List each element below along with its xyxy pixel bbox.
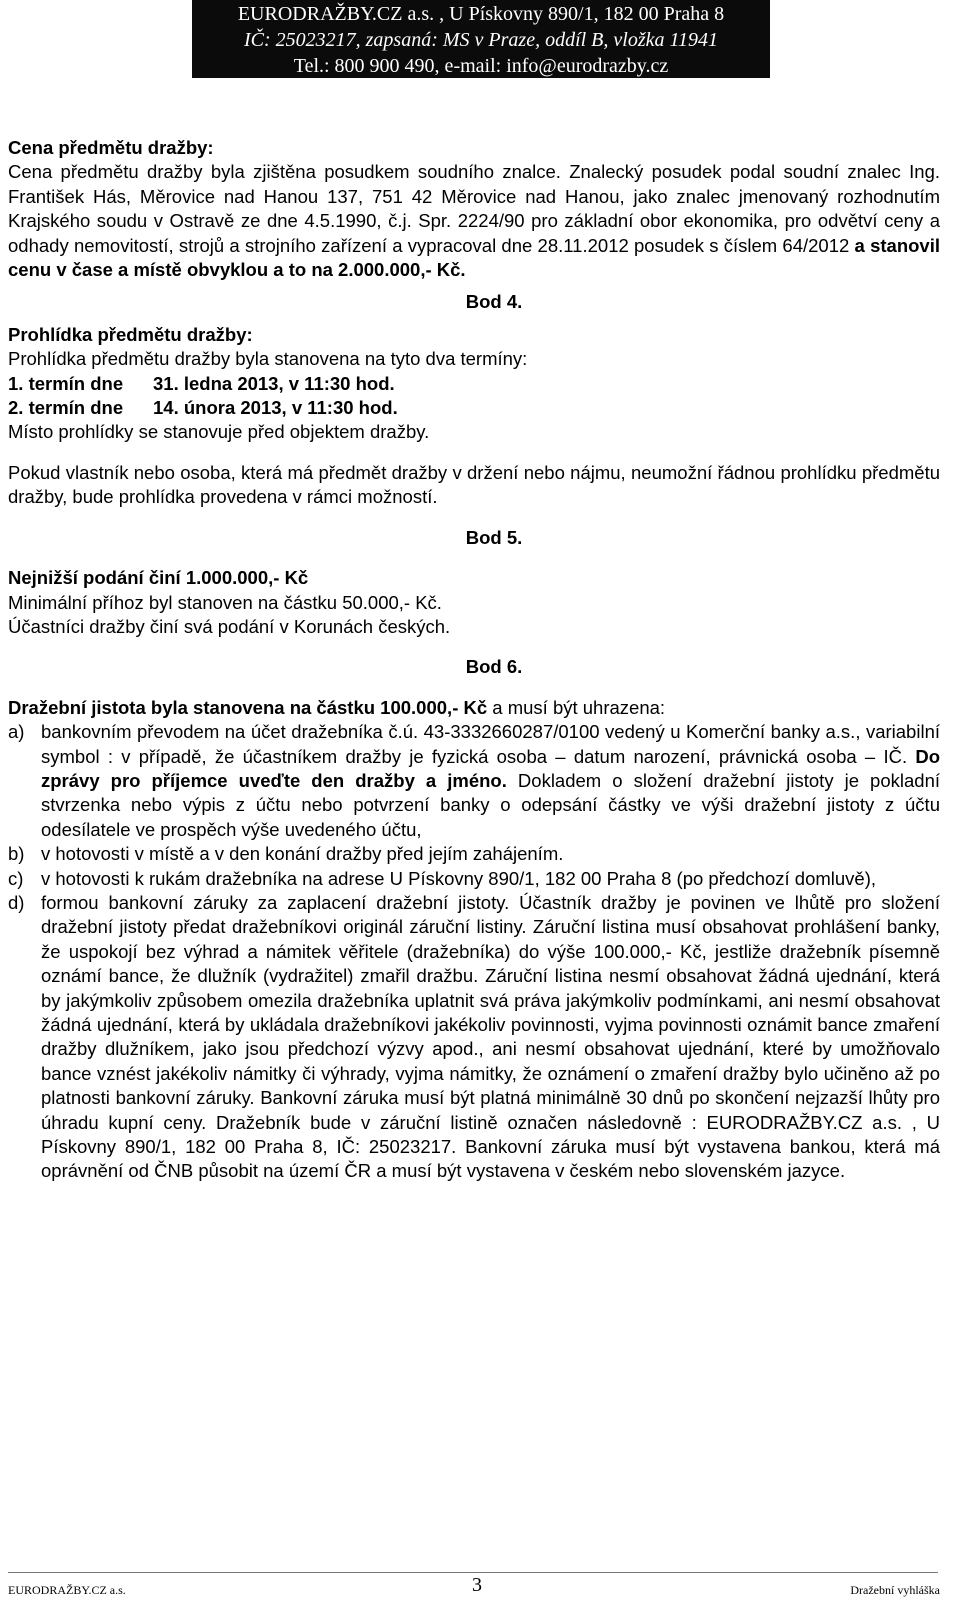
inspection-term-2 (8, 396, 940, 420)
footer-document-title: Dražební vyhláška (850, 1583, 940, 1597)
option-a-text: bankovním převodem na účet dražebníka č.ú. 43-3332660287/0100 vedený u Komerční banky a.s., variabilní symbol : v případě, že účastníkem dražby je fyzická osoba – datum narození, právnická osoba – IČ. (41, 721, 940, 767)
inspection-heading: Prohlídka předmětu dražby: (8, 323, 253, 345)
footer-company: EURODRAŽBY.CZ a.s. (8, 1583, 126, 1597)
deposit-option-c (8, 867, 940, 891)
option-d-text: formou bankovní záruky za zaplacení dražební jistoty. Účastník dražby je povinen ve lhůtě pro složení dražební jistoty předat dražebníkovi originál záruční listiny. Záruční listina musí obsahovat prohlášení banky, že uspokojí bez výhrad a námitek věřitele (dražebníka) do výše 100.000,- Kč, jestliže dražebník písemně oznámí bance, že dlužník (vydražitel) zmařil dražbu. Záruční listina nesmí obsahovat žádná ujednání, která by jakýmkoliv způsobem omezila dražebníka uplatnit svá práva jakýmkoliv podmínkami, ani nesmí obsahovat žádná ujednání, která by ukládala dražebníkovi jakékoliv povinnosti, vyjma povinnosti oznámit bance zmaření dražby dlužníkem, jako jsou předchozí výzvy apod., ani nesmí obsahovat ujednání, které by umožňovalo bance vznést jakékoliv námitky či výhrady, vyjma námitky, že oznámení o zmaření dražby bylo učiněno až po platnosti bankovní záruky. Bankovní záruka musí být platná minimálně 30 dnů po skončení nejzazší lhůty pro úhradu kupní ceny. Dražebník bude v záruční listině označen následovně : EURODRAŽBY.CZ a.s. , U Pískovny 890/1, 182 00 Praha 8, IČ: 25023217. Bankovní záruka musí být vystavena bankou, která má oprávnění od ČNB působit na území ČR a musí být vystavena v českém nebo slovenském jazyce. (41, 891, 940, 1182)
section-bod-4: Bod 4. (465, 291, 523, 313)
option-a-bold: Do zprávy pro příjemce uveďte den dražby a jméno. (41, 745, 940, 791)
option-label: a) (8, 721, 25, 743)
deposit-option-b (8, 842, 940, 866)
deposit-amount: Dražební jistota byla stanovena na částku 100.000,- Kč (8, 696, 488, 718)
term-date: 14. února 2013, v 11:30 hod. (153, 397, 398, 419)
minimum-increment: Minimální příhoz byl stanoven na částku 50.000,- Kč. (8, 591, 442, 613)
inspection-place: Místo prohlídky se stanovuje před objektem dražby. (8, 421, 430, 443)
section-bod-6: Bod 6. (465, 656, 523, 678)
option-a-more: Dokladem o složení dražební jistoty je pokladní stvrzenka nebo výpis z účtu nebo potvrzení banky o odepsání částky ve výši dražební jistoty z účtu odesílatele ve prospěch výše uvedeného účtu, (41, 769, 940, 840)
deposit-option-a (8, 720, 940, 842)
option-label: c) (8, 867, 24, 889)
letterhead-contact: Tel.: 800 900 490, e-mail: info@eurodrazby.cz (293, 55, 669, 77)
term-label: 1. termín dne (8, 372, 124, 394)
option-label: d) (8, 891, 25, 913)
price-text: Cena předmětu dražby byla zjištěna posudkem soudního znalce. Znalecký posudek podal soudní znalec Ing. František Hás, Měrovice nad Hanou 137, 751 42 Měrovice nad Hanou, jako znalec jmenovaný rozhodnutím Krajského soudu v Ostravě ze dne 4.5.1990, č.j. Spr. 2224/90 pro základní obor ekonomika, pro odvětví ceny a odhady nemovitostí, strojů a strojního zařízení a vypracoval dne 28.11.2012 posudek s číslem 64/2012 (8, 161, 940, 256)
inspection-intro: Prohlídka předmětu dražby byla stanovena na tyto dva termíny: (8, 348, 528, 370)
option-c-text: v hotovosti k rukám dražebníka na adrese U Pískovny 890/1, 182 00 Praha 8 (po předchozí domluvě), (41, 867, 877, 889)
page-number: 3 (472, 1574, 482, 1596)
inspection-term-1 (8, 372, 940, 396)
letterhead-registration: IČ: 25023217, zapsaná: MS v Praze, oddíl B, vložka 11941 (243, 29, 719, 51)
letterhead-company: EURODRAŽBY.CZ a.s. , U Pískovny 890/1, 182 00 Praha 8 (237, 3, 725, 25)
term-label: 2. termín dne (8, 397, 124, 419)
footer-rule (8, 1572, 938, 1573)
document-body (8, 136, 940, 1184)
deposit-option-d (8, 891, 940, 1184)
term-date: 31. ledna 2013, v 11:30 hod. (153, 372, 395, 394)
deposit-heading (8, 696, 940, 720)
deposit-heading-rest: a musí být uhrazena: (487, 696, 666, 718)
letterhead (0, 0, 960, 78)
lowest-bid: Nejnižší podání činí 1.000.000,- Kč (8, 567, 309, 589)
price-paragraph (8, 160, 940, 282)
option-label: b) (8, 843, 25, 865)
inspection-note: Pokud vlastník nebo osoba, která má předmět dražby v držení nebo nájmu, neumožní řádnou prohlídku předmětu dražby, bude prohlídka provedena v rámci možností. (8, 461, 940, 508)
price-value: a stanovil cenu v čase a místě obvyklou a to na 2.000.000,- Kč. (8, 234, 940, 281)
price-heading: Cena předmětu dražby: (8, 137, 214, 158)
option-b-text: v hotovosti v místě a v den konání dražby před jejím zahájením. (41, 843, 564, 865)
section-bod-5: Bod 5. (465, 526, 523, 548)
bid-currency: Účastníci dražby činí svá podání v Korunách českých. (8, 615, 451, 637)
